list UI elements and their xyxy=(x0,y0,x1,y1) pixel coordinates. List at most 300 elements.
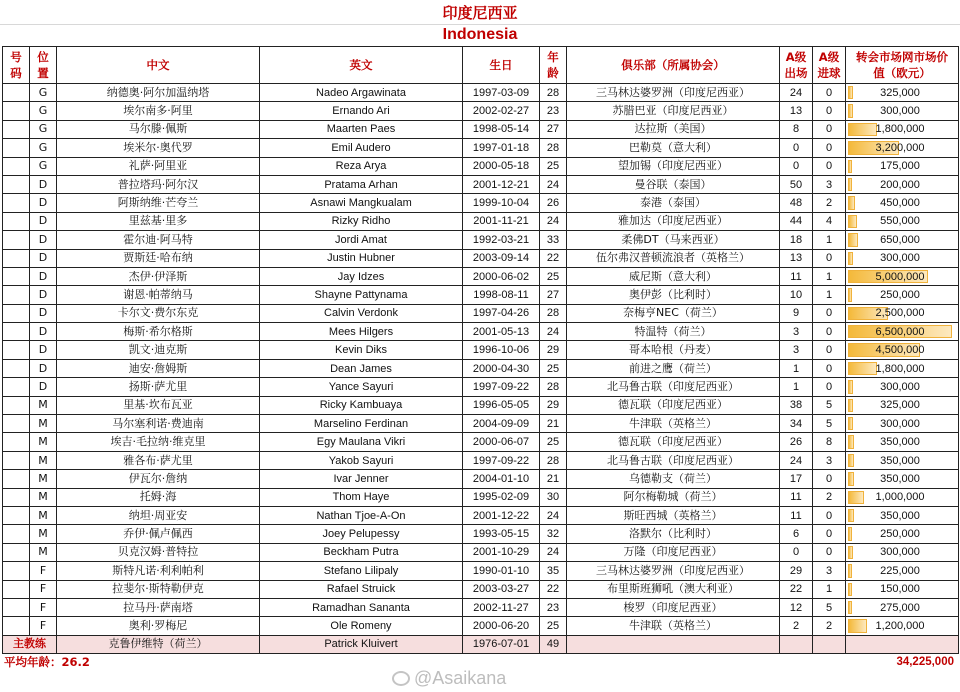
player-english-name: Nathan Tjoe-A-On xyxy=(260,506,463,524)
market-value-text: 300,000 xyxy=(880,380,920,393)
player-caps: 0 xyxy=(780,543,813,561)
player-position: M xyxy=(30,525,57,543)
player-market-value xyxy=(846,304,959,322)
player-age: 28 xyxy=(540,139,567,157)
player-position: M xyxy=(30,506,57,524)
player-caps: 34 xyxy=(780,415,813,433)
player-birthdate: 2001-05-13 xyxy=(463,323,540,341)
player-goals: 0 xyxy=(813,102,846,120)
player-age: 28 xyxy=(540,451,567,469)
player-chinese-name: 埃吉·毛拉纳·维克里 xyxy=(57,433,260,451)
header-caps: A级出场 xyxy=(780,47,813,84)
player-english-name: Ole Romeny xyxy=(260,617,463,635)
player-goals: 3 xyxy=(813,562,846,580)
player-club: 三马林达婆罗洲（印度尼西亚） xyxy=(567,84,780,102)
player-english-name: Nadeo Argawinata xyxy=(260,84,463,102)
player-goals: 1 xyxy=(813,267,846,285)
player-english-name: Yance Sayuri xyxy=(260,378,463,396)
market-value-text: 5,000,000 xyxy=(875,270,925,283)
player-position: G xyxy=(30,84,57,102)
header-position: 位置 xyxy=(30,47,57,84)
player-caps: 11 xyxy=(780,267,813,285)
player-caps: 12 xyxy=(780,598,813,616)
player-position: M xyxy=(30,470,57,488)
player-market-value xyxy=(846,84,959,102)
player-age: 29 xyxy=(540,341,567,359)
player-goals: 3 xyxy=(813,175,846,193)
market-value-bar xyxy=(848,380,853,393)
market-value-text: 250,000 xyxy=(880,288,920,301)
player-club: 斯旺西城（英格兰） xyxy=(567,506,780,524)
player-position: D xyxy=(30,267,57,285)
player-goals: 2 xyxy=(813,488,846,506)
player-chinese-name: 奥利·罗梅尼 xyxy=(57,617,260,635)
player-birthdate: 1997-01-18 xyxy=(463,139,540,157)
player-chinese-name: 杰伊·伊泽斯 xyxy=(57,267,260,285)
player-market-value xyxy=(846,488,959,506)
player-chinese-name: 阿斯纳维·芒夸兰 xyxy=(57,194,260,212)
player-age: 33 xyxy=(540,231,567,249)
player-chinese-name: 伊瓦尔·詹纳 xyxy=(57,470,260,488)
player-market-value xyxy=(846,286,959,304)
market-value-bar xyxy=(848,362,877,375)
total-market-value: 34,225,000 xyxy=(896,656,954,668)
player-position: D xyxy=(30,194,57,212)
player-birthdate: 2000-05-18 xyxy=(463,157,540,175)
player-row xyxy=(3,304,959,322)
player-age: 22 xyxy=(540,580,567,598)
player-goals: 0 xyxy=(813,359,846,377)
player-row xyxy=(3,415,959,433)
player-caps: 6 xyxy=(780,525,813,543)
player-club: 特温特（荷兰） xyxy=(567,323,780,341)
player-birthdate: 2000-06-20 xyxy=(463,617,540,635)
player-market-value xyxy=(846,470,959,488)
player-english-name: Ernando Ari xyxy=(260,102,463,120)
market-value-bar xyxy=(848,564,852,577)
player-caps: 8 xyxy=(780,120,813,138)
player-english-name: Calvin Verdonk xyxy=(260,304,463,322)
player-caps: 48 xyxy=(780,194,813,212)
market-value-bar xyxy=(848,104,853,117)
player-age: 21 xyxy=(540,415,567,433)
player-market-value xyxy=(846,598,959,616)
player-age: 25 xyxy=(540,157,567,175)
player-age: 22 xyxy=(540,249,567,267)
player-row xyxy=(3,506,959,524)
player-row xyxy=(3,451,959,469)
player-row xyxy=(3,286,959,304)
player-caps: 26 xyxy=(780,433,813,451)
player-market-value xyxy=(846,378,959,396)
player-age: 24 xyxy=(540,506,567,524)
header-english-name: 英文 xyxy=(260,47,463,84)
player-number xyxy=(3,562,30,580)
player-market-value xyxy=(846,396,959,414)
player-club: 牛津联（英格兰） xyxy=(567,415,780,433)
player-position: D xyxy=(30,359,57,377)
player-chinese-name: 拉马丹·萨南塔 xyxy=(57,598,260,616)
coach-role: 主教练 xyxy=(3,635,57,653)
player-chinese-name: 纳德奥·阿尔加温纳塔 xyxy=(57,84,260,102)
market-value-text: 2,500,000 xyxy=(875,307,925,320)
player-english-name: Jay Idzes xyxy=(260,267,463,285)
player-club: 巴勒莫（意大利） xyxy=(567,139,780,157)
player-position: D xyxy=(30,286,57,304)
player-market-value xyxy=(846,359,959,377)
player-goals: 3 xyxy=(813,451,846,469)
market-value-bar xyxy=(848,160,852,173)
player-position: G xyxy=(30,139,57,157)
player-number xyxy=(3,488,30,506)
player-english-name: Ramadhan Sananta xyxy=(260,598,463,616)
player-number xyxy=(3,157,30,175)
market-value-text: 300,000 xyxy=(880,546,920,559)
player-birthdate: 2000-04-30 xyxy=(463,359,540,377)
player-birthdate: 2003-03-27 xyxy=(463,580,540,598)
player-caps: 2 xyxy=(780,617,813,635)
player-english-name: Maarten Paes xyxy=(260,120,463,138)
player-birthdate: 1999-10-04 xyxy=(463,194,540,212)
player-club: 奈梅亨NEC（荷兰） xyxy=(567,304,780,322)
player-number xyxy=(3,102,30,120)
player-chinese-name: 贝克汉姆·普特拉 xyxy=(57,543,260,561)
player-row xyxy=(3,102,959,120)
market-value-text: 300,000 xyxy=(880,417,920,430)
market-value-bar xyxy=(848,86,853,99)
player-birthdate: 1996-05-05 xyxy=(463,396,540,414)
player-number xyxy=(3,304,30,322)
player-position: G xyxy=(30,120,57,138)
player-age: 35 xyxy=(540,562,567,580)
player-market-value xyxy=(846,415,959,433)
player-club: 柔佛DT（马来西亚） xyxy=(567,231,780,249)
player-number xyxy=(3,323,30,341)
market-value-text: 350,000 xyxy=(880,472,920,485)
player-english-name: Yakob Sayuri xyxy=(260,451,463,469)
player-number xyxy=(3,341,30,359)
player-age: 32 xyxy=(540,525,567,543)
player-goals: 1 xyxy=(813,580,846,598)
player-english-name: Dean James xyxy=(260,359,463,377)
market-value-text: 4,500,000 xyxy=(875,344,925,357)
player-position: G xyxy=(30,157,57,175)
header-row xyxy=(3,47,959,84)
player-number xyxy=(3,194,30,212)
player-chinese-name: 埃尔南多·阿里 xyxy=(57,102,260,120)
player-row xyxy=(3,617,959,635)
player-market-value xyxy=(846,451,959,469)
weibo-icon xyxy=(392,671,410,686)
player-position: M xyxy=(30,451,57,469)
player-number xyxy=(3,396,30,414)
player-chinese-name: 扬斯·萨尤里 xyxy=(57,378,260,396)
player-chinese-name: 拉斐尔·斯特勒伊克 xyxy=(57,580,260,598)
player-row xyxy=(3,341,959,359)
player-caps: 11 xyxy=(780,506,813,524)
player-age: 28 xyxy=(540,378,567,396)
header-goals: A级进球 xyxy=(813,47,846,84)
player-birthdate: 1993-05-15 xyxy=(463,525,540,543)
market-value-bar xyxy=(848,527,852,540)
player-row xyxy=(3,580,959,598)
market-value-bar xyxy=(848,233,858,246)
player-market-value xyxy=(846,525,959,543)
player-caps: 10 xyxy=(780,286,813,304)
player-row xyxy=(3,525,959,543)
player-goals: 0 xyxy=(813,157,846,175)
player-club: 三马林达婆罗洲（印度尼西亚） xyxy=(567,562,780,580)
player-club: 苏腊巴亚（印度尼西亚） xyxy=(567,102,780,120)
player-number xyxy=(3,470,30,488)
market-value-bar xyxy=(848,491,864,504)
player-row xyxy=(3,396,959,414)
player-caps: 44 xyxy=(780,212,813,230)
header-club: 俱乐部（所属协会） xyxy=(567,47,780,84)
player-chinese-name: 埃米尔·奥代罗 xyxy=(57,139,260,157)
player-caps: 0 xyxy=(780,157,813,175)
player-birthdate: 1997-09-22 xyxy=(463,451,540,469)
player-goals: 0 xyxy=(813,543,846,561)
market-value-bar xyxy=(848,196,855,209)
player-club: 梭罗（印度尼西亚） xyxy=(567,598,780,616)
player-caps: 9 xyxy=(780,304,813,322)
player-goals: 0 xyxy=(813,506,846,524)
player-english-name: Ivar Jenner xyxy=(260,470,463,488)
player-club: 阿尔梅勒城（荷兰） xyxy=(567,488,780,506)
player-age: 23 xyxy=(540,598,567,616)
market-value-bar xyxy=(848,472,854,485)
market-value-bar xyxy=(848,288,852,301)
player-caps: 50 xyxy=(780,175,813,193)
player-club: 雅加达（印度尼西亚） xyxy=(567,212,780,230)
market-value-bar xyxy=(848,435,854,448)
market-value-bar xyxy=(848,583,852,596)
player-row xyxy=(3,139,959,157)
player-chinese-name: 托姆·海 xyxy=(57,488,260,506)
player-number xyxy=(3,580,30,598)
player-position: F xyxy=(30,598,57,616)
player-age: 25 xyxy=(540,359,567,377)
coach-row xyxy=(3,635,959,653)
market-value-text: 175,000 xyxy=(880,160,920,173)
player-caps: 3 xyxy=(780,341,813,359)
header-age: 年龄 xyxy=(540,47,567,84)
player-position: D xyxy=(30,175,57,193)
player-goals: 0 xyxy=(813,139,846,157)
player-english-name: Jordi Amat xyxy=(260,231,463,249)
player-birthdate: 2001-12-22 xyxy=(463,506,540,524)
player-age: 25 xyxy=(540,617,567,635)
player-english-name: Thom Haye xyxy=(260,488,463,506)
player-number xyxy=(3,598,30,616)
player-number xyxy=(3,451,30,469)
player-number xyxy=(3,359,30,377)
market-value-bar xyxy=(848,417,853,430)
player-chinese-name: 里基·坎布瓦亚 xyxy=(57,396,260,414)
player-caps: 1 xyxy=(780,359,813,377)
player-chinese-name: 迪安·詹姆斯 xyxy=(57,359,260,377)
player-chinese-name: 谢恩·帕蒂纳马 xyxy=(57,286,260,304)
coach-empty-cell xyxy=(813,635,846,653)
market-value-text: 325,000 xyxy=(880,399,920,412)
watermark xyxy=(392,666,506,690)
market-value-bar xyxy=(848,454,854,467)
player-caps: 11 xyxy=(780,488,813,506)
player-club: 德瓦联（印度尼西亚） xyxy=(567,396,780,414)
player-goals: 4 xyxy=(813,212,846,230)
market-value-text: 250,000 xyxy=(880,528,920,541)
player-market-value xyxy=(846,506,959,524)
player-caps: 3 xyxy=(780,323,813,341)
title-english: Indonesia xyxy=(442,26,518,43)
header-birthdate: 生日 xyxy=(463,47,540,84)
player-goals: 2 xyxy=(813,194,846,212)
player-age: 25 xyxy=(540,267,567,285)
player-birthdate: 2004-01-10 xyxy=(463,470,540,488)
player-english-name: Joey Pelupessy xyxy=(260,525,463,543)
player-age: 26 xyxy=(540,194,567,212)
player-age: 21 xyxy=(540,470,567,488)
player-market-value xyxy=(846,323,959,341)
player-birthdate: 2004-09-09 xyxy=(463,415,540,433)
player-number xyxy=(3,84,30,102)
player-goals: 5 xyxy=(813,415,846,433)
player-age: 27 xyxy=(540,286,567,304)
player-english-name: Rizky Ridho xyxy=(260,212,463,230)
coach-empty-cell xyxy=(846,635,959,653)
player-english-name: Mees Hilgers xyxy=(260,323,463,341)
player-goals: 2 xyxy=(813,617,846,635)
player-caps: 13 xyxy=(780,249,813,267)
player-english-name: Marselino Ferdinan xyxy=(260,415,463,433)
player-position: D xyxy=(30,249,57,267)
coach-age: 49 xyxy=(540,635,567,653)
player-chinese-name: 霍尔迪·阿马特 xyxy=(57,231,260,249)
player-club: 曼谷联（泰国） xyxy=(567,175,780,193)
player-age: 24 xyxy=(540,543,567,561)
player-age: 24 xyxy=(540,175,567,193)
player-number xyxy=(3,120,30,138)
player-chinese-name: 纳坦·周亚安 xyxy=(57,506,260,524)
player-market-value xyxy=(846,433,959,451)
player-row xyxy=(3,84,959,102)
player-caps: 1 xyxy=(780,378,813,396)
player-market-value xyxy=(846,249,959,267)
player-goals: 0 xyxy=(813,323,846,341)
player-goals: 8 xyxy=(813,433,846,451)
player-row xyxy=(3,194,959,212)
player-english-name: Ricky Kambuaya xyxy=(260,396,463,414)
player-number xyxy=(3,286,30,304)
player-position: F xyxy=(30,617,57,635)
player-market-value xyxy=(846,562,959,580)
player-market-value xyxy=(846,543,959,561)
player-number xyxy=(3,433,30,451)
player-number xyxy=(3,617,30,635)
market-value-text: 550,000 xyxy=(880,215,920,228)
player-number xyxy=(3,231,30,249)
player-birthdate: 1998-08-11 xyxy=(463,286,540,304)
market-value-text: 1,800,000 xyxy=(875,123,925,136)
player-caps: 13 xyxy=(780,102,813,120)
player-market-value xyxy=(846,231,959,249)
player-chinese-name: 梅斯·希尔格斯 xyxy=(57,323,260,341)
player-club: 前进之鹰（荷兰） xyxy=(567,359,780,377)
market-value-text: 225,000 xyxy=(880,564,920,577)
player-age: 23 xyxy=(540,102,567,120)
player-market-value xyxy=(846,102,959,120)
player-goals: 0 xyxy=(813,304,846,322)
player-market-value xyxy=(846,139,959,157)
coach-english-name: Patrick Kluivert xyxy=(260,635,463,653)
player-caps: 22 xyxy=(780,580,813,598)
market-value-bar xyxy=(848,546,853,559)
player-row xyxy=(3,175,959,193)
player-number xyxy=(3,543,30,561)
player-english-name: Reza Arya xyxy=(260,157,463,175)
player-birthdate: 1992-03-21 xyxy=(463,231,540,249)
player-chinese-name: 贾斯廷·哈布纳 xyxy=(57,249,260,267)
player-chinese-name: 卡尔文·费尔东克 xyxy=(57,304,260,322)
player-birthdate: 1997-03-09 xyxy=(463,84,540,102)
player-english-name: Pratama Arhan xyxy=(260,175,463,193)
player-club: 望加锡（印度尼西亚） xyxy=(567,157,780,175)
market-value-text: 3,200,000 xyxy=(875,141,925,154)
player-position: D xyxy=(30,212,57,230)
market-value-text: 350,000 xyxy=(880,454,920,467)
player-position: M xyxy=(30,543,57,561)
player-position: M xyxy=(30,433,57,451)
player-row xyxy=(3,543,959,561)
player-position: D xyxy=(30,304,57,322)
player-goals: 0 xyxy=(813,378,846,396)
player-row xyxy=(3,488,959,506)
player-birthdate: 2002-02-27 xyxy=(463,102,540,120)
market-value-bar xyxy=(848,399,853,412)
player-number xyxy=(3,249,30,267)
player-goals: 5 xyxy=(813,396,846,414)
player-market-value xyxy=(846,580,959,598)
player-age: 28 xyxy=(540,304,567,322)
player-position: D xyxy=(30,378,57,396)
market-value-bar xyxy=(848,215,857,228)
player-chinese-name: 马尔滕·佩斯 xyxy=(57,120,260,138)
player-age: 28 xyxy=(540,84,567,102)
market-value-text: 1,800,000 xyxy=(875,362,925,375)
market-value-text: 450,000 xyxy=(880,197,920,210)
player-english-name: Kevin Diks xyxy=(260,341,463,359)
market-value-text: 300,000 xyxy=(880,252,920,265)
player-row xyxy=(3,231,959,249)
player-chinese-name: 礼萨·阿里亚 xyxy=(57,157,260,175)
player-birthdate: 2002-11-27 xyxy=(463,598,540,616)
player-row xyxy=(3,249,959,267)
player-number xyxy=(3,212,30,230)
player-club: 牛津联（英格兰） xyxy=(567,617,780,635)
title-chinese: 印度尼西亚 xyxy=(0,0,960,25)
player-age: 24 xyxy=(540,212,567,230)
market-value-bar xyxy=(848,619,867,632)
player-row xyxy=(3,470,959,488)
player-club: 洛默尔（比利时） xyxy=(567,525,780,543)
roster-table xyxy=(2,46,959,654)
player-club: 北马鲁古联（印度尼西亚） xyxy=(567,378,780,396)
player-english-name: Rafael Struick xyxy=(260,580,463,598)
player-caps: 0 xyxy=(780,139,813,157)
player-club: 万隆（印度尼西亚） xyxy=(567,543,780,561)
player-goals: 1 xyxy=(813,231,846,249)
